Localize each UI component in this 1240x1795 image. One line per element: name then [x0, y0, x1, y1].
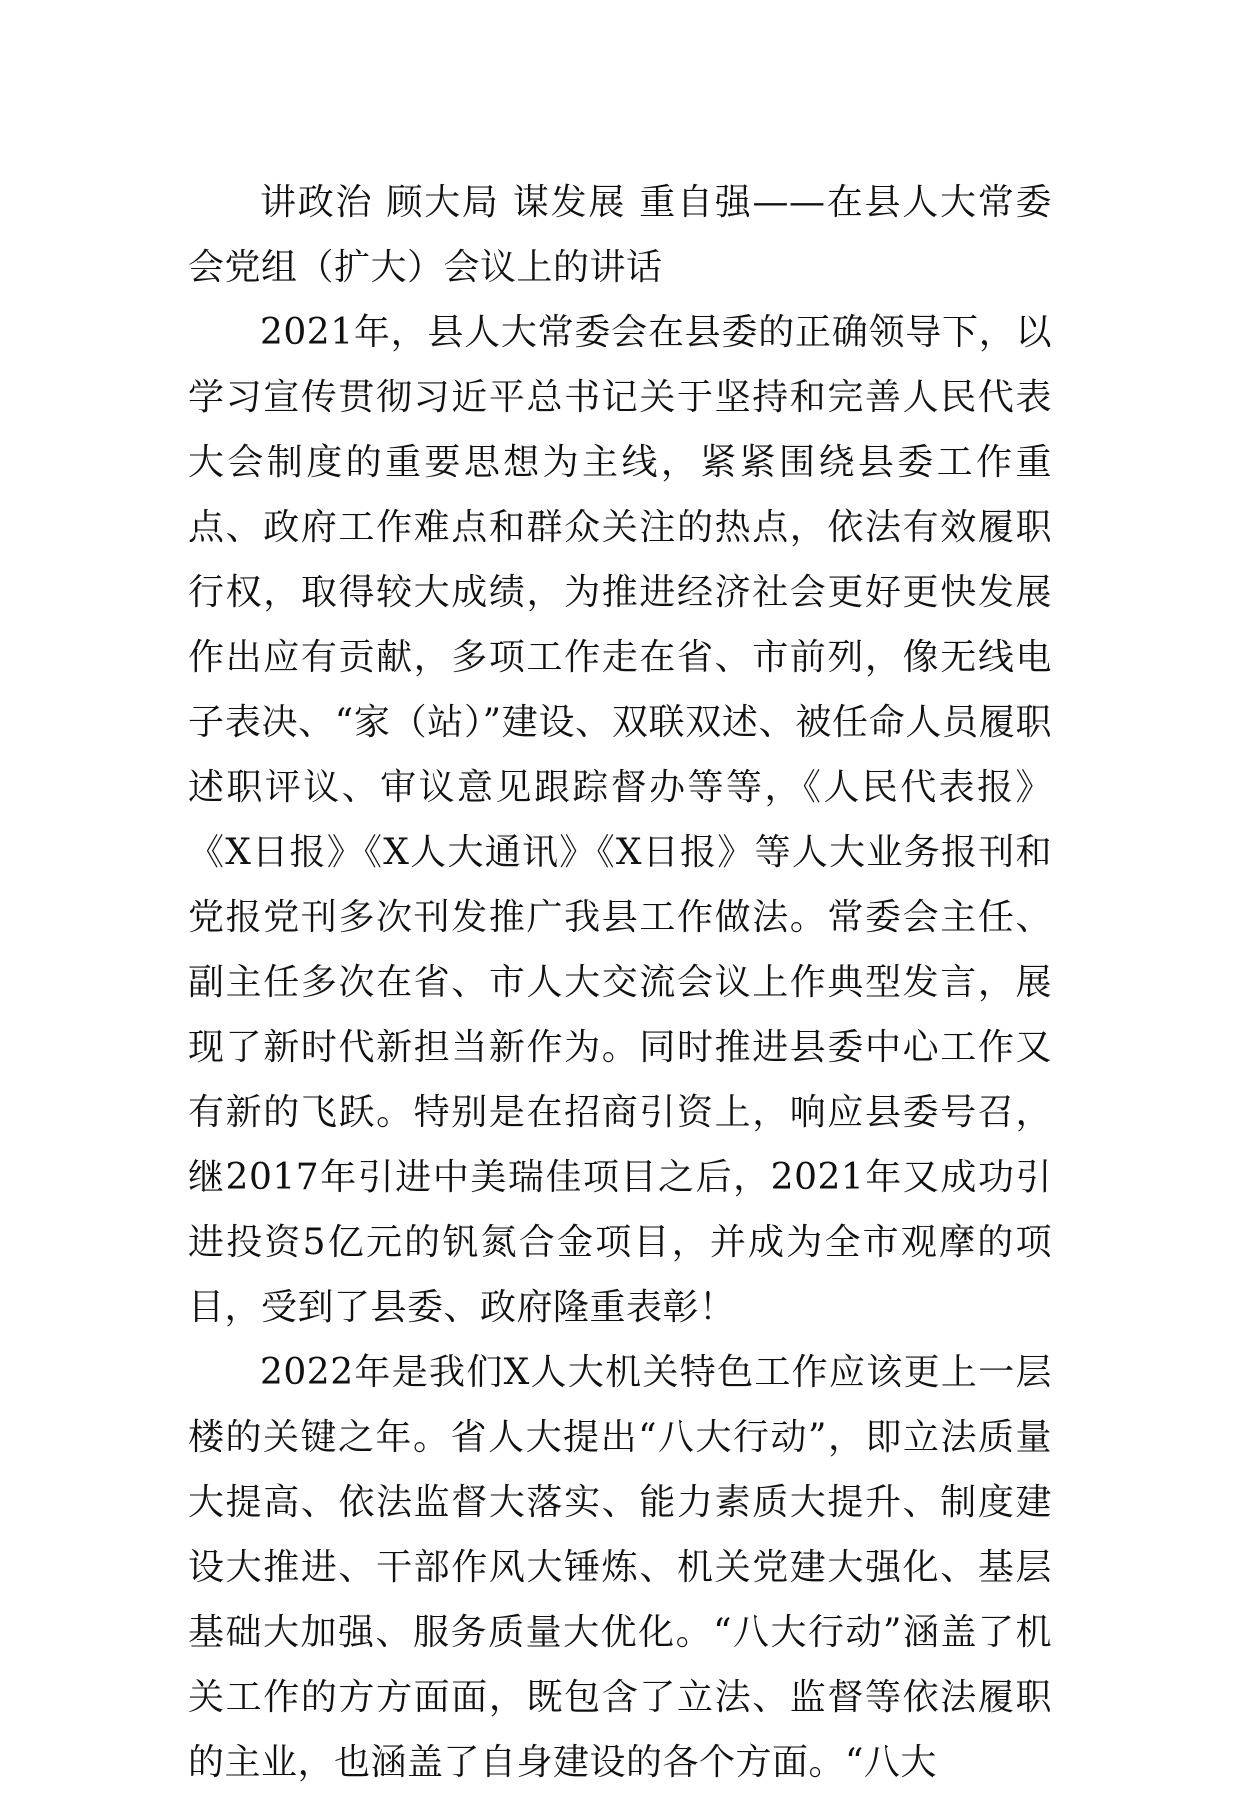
document-title: 讲政治 顾大局 谋发展 重自强——在县人大常委会党组（扩大）会议上的讲话 [188, 182, 1052, 288]
paragraph-2: 2022年是我们X人大机关特色工作应该更上一层楼的关键之年。省人大提出“八大行动”，即立法质量大提高、依法监督大落实、能力素质大提升、制度建设大推进、干部作风大锤炼、机关党建大强化、基层基础大加强、服务质量大优化。“八大行动”涵盖了机关工作的方方面面，既包含了立法、监督等依法履职的主业，也涵盖了自身建设的各个方面。“八大 [188, 1352, 1052, 1783]
paragraph-1: 2021年，县人大常委会在县委的正确领导下，以学习宣传贯彻习近平总书记关于坚持和完善人民代表大会制度的重要思想为主线，紧紧围绕县委工作重点、政府工作难点和群众关注的热点，依法有效履职行权，取得较大成绩，为推进经济社会更好更快发展作出应有贡献，多项工作走在省、市前列，像无线电子表决、“家（站）”建设、双联双述、被任命人员履职述职评议、审议意见跟踪督办等等，《人民代表报》《X日报》《X人大通讯》《X日报》等人大业务报刊和党报党刊多次刊发推广我县工作做法。常委会主任、副主任多次在省、市人大交流会议上作典型发言，展现了新时代新担当新作为。同时推进县委中心工作又有新的飞跃。特别是在招商引资上，响应县委号召，继2017年引进中美瑞佳项目之后，2021年又成功引进投资5亿元的钒氮合金项目，并成为全市观摩的项目，受到了县委、政府隆重表彰！ [188, 312, 1052, 1328]
document-body [188, 170, 1052, 1795]
